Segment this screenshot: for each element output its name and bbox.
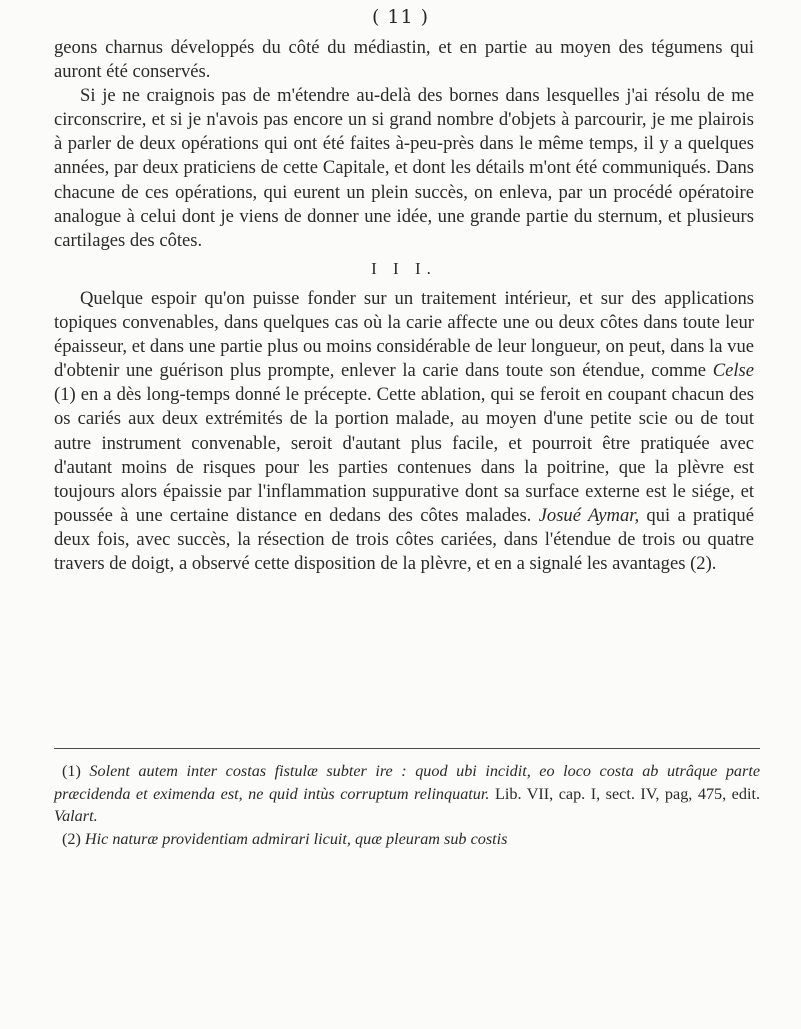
footnote: [54, 828, 760, 851]
italic-text: Josué Aymar,: [538, 504, 640, 526]
page-number: ( 11 ): [371, 6, 430, 28]
section-heading: I I I.: [371, 258, 437, 278]
paragraph: [54, 36, 754, 84]
text-run: (2): [62, 829, 85, 848]
text-run: (1) en a dès long-temps donné le précepte. Cette ablation, qui se feroit en coupant chacun des os cariés aux deux extrémités de la portion malade, au moyen d'une petite scie ou de tout autre instrument convenable, seroit d'autant plus facile, et pourroit être pratiquée avec d'autant moins de risques pour les parties contenues dans la poitrine, que la plèvre est toujours alors épaissie par l'inflammation suppurative dont sa surface externe est le siége, et poussée à une certaine distance en dedans des côtes malades.: [54, 384, 754, 526]
paragraph: [54, 287, 754, 576]
footnote: [54, 760, 760, 828]
text-run: (1): [62, 762, 90, 780]
italic-text: Solent autem inter costas fistulæ subter ire : quod ubi incidit, eo loco costa ab utrâque parte præcidenda et eximenda est, ne quid intùs corruptum relinquatur.: [54, 762, 761, 803]
text-run: Quelque espoir qu'on puisse fonder sur un traitement intérieur, et sur des applications topiques convenables, dans quelques cas où la carie affecte une ou deux côtes dans toute leur épaisseur, et dans une partie plus ou moins considérable de leur longueur, on peut, dans la vue d'obtenir une guérison plus prompte, enlever la carie dans toute son étendue, comme: [54, 287, 754, 382]
italic-text: Hic naturæ providentiam admirari licuit, quæ pleuram sub costis: [84, 829, 508, 848]
footnotes: [54, 760, 760, 850]
paragraph: [54, 84, 754, 253]
italic-text: Celse: [712, 360, 754, 382]
text-run: qui a pratiqué deux fois, avec succès, la résection de trois côtes cariées, dans l'étendue de trois ou quatre travers de doigt, a observé cette disposition de la plèvre, et en a signalé les avantages (2).: [54, 504, 754, 574]
main-text: [54, 36, 754, 576]
italic-text: Valart.: [54, 807, 98, 825]
footnote-divider: [54, 748, 760, 749]
text-run: Si je ne craignois pas de m'étendre au-delà des bornes dans lesquelles j'ai résolu de me circonscrire, et si je n'avois pas encore un si grand nombre d'objets à parcourir, je me plairois à parler de deux opérations qui ont été faites à-peu-près dans le même temps, il y a quelques années, par deux praticiens de cette Capitale, et dont les détails m'ont été communiqués. Dans chacune de ces opérations, qui eurent un plein succès, on enleva, par un procédé opératoire analogue à celui dont je viens de donner une idée, une grande partie du sternum, et plusieurs cartilages des côtes.: [54, 85, 754, 251]
text-run: geons charnus développés du côté du médiastin, et en partie au moyen des tégumens qui auront été conservés.: [54, 37, 754, 83]
text-run: Lib. VII, cap. I, sect. IV, pag, 475, edit.: [489, 784, 760, 803]
